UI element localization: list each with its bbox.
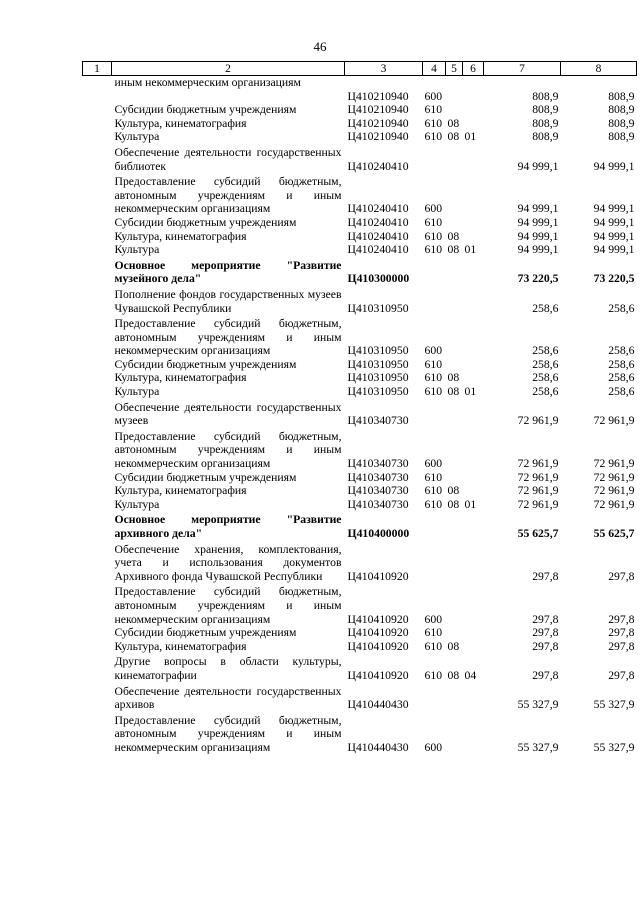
- expense-type-cell: [423, 683, 446, 712]
- expense-type-cell: 600: [424, 457, 443, 471]
- header-cell: 1: [83, 62, 112, 76]
- subsection-cell: [463, 683, 484, 712]
- amount-col7-cell: 808,9: [532, 116, 559, 130]
- subsection-cell: [463, 712, 484, 755]
- table-row: [83, 173, 637, 216]
- table-header-row: [83, 62, 637, 76]
- target-code-cell: Ц410340730: [347, 414, 409, 428]
- amount-col8-cell: 55 327,9: [593, 698, 635, 712]
- expense-type-cell: 610: [424, 484, 443, 498]
- target-code-cell: [345, 76, 423, 90]
- amount-col7-cell: 72 961,9: [517, 484, 559, 498]
- amount-col7-cell: 258,6: [532, 385, 559, 399]
- target-code-cell: Ц410240410: [347, 243, 409, 257]
- amount-col7-cell: 297,8: [532, 569, 559, 583]
- expense-type-cell: 610: [424, 229, 443, 243]
- table-row: [83, 511, 637, 540]
- table-row: [83, 385, 637, 399]
- target-code-cell: Ц410410920: [347, 668, 409, 682]
- row-number-cell: [83, 117, 112, 131]
- target-code-cell: Ц410210940: [347, 89, 409, 103]
- row-number-cell: [83, 653, 112, 682]
- item-name-cell: Субсидии бюджетным учреждениям: [114, 103, 297, 117]
- expense-type-cell: 610: [424, 130, 443, 144]
- row-number-cell: [83, 76, 112, 90]
- row-number-cell: [83, 173, 112, 216]
- row-number-cell: [83, 257, 112, 286]
- row-number-cell: [83, 130, 112, 144]
- header-cell: 6: [463, 62, 484, 76]
- section-cell: 08: [447, 484, 460, 498]
- table-row: [83, 257, 637, 286]
- amount-col7-cell: 94 999,1: [517, 229, 559, 243]
- table-row: [83, 428, 637, 471]
- table-row: [83, 371, 637, 385]
- target-code-cell: Ц410340730: [347, 457, 409, 471]
- amount-col8-cell: [561, 76, 637, 90]
- subsection-cell: 01: [464, 385, 477, 399]
- subsection-cell: [463, 315, 484, 358]
- amount-col8-cell: 72 961,9: [593, 497, 635, 511]
- section-cell: [446, 90, 463, 104]
- amount-col7-cell: 297,8: [532, 668, 559, 682]
- expense-type-cell: 610: [424, 470, 443, 484]
- table-row: [83, 541, 637, 584]
- item-name-cell: Предоставление субсидий бюджетным, автономным учреждениям и иным некоммерческим организациям: [114, 175, 342, 216]
- subsection-cell: [463, 257, 484, 286]
- table-row: [83, 626, 637, 640]
- item-name-cell: Субсидии бюджетным учреждениям: [114, 357, 297, 371]
- expense-type-cell: 600: [424, 740, 443, 754]
- expense-type-cell: [423, 144, 446, 173]
- row-number-cell: [83, 484, 112, 498]
- amount-col7-cell: 72 961,9: [517, 497, 559, 511]
- item-name-cell: Культура, кинематография: [114, 639, 247, 653]
- header-cell: 5: [446, 62, 463, 76]
- section-cell: 08: [447, 385, 460, 399]
- table-row: [83, 471, 637, 485]
- item-name-cell: [112, 90, 345, 104]
- expense-type-cell: 610: [424, 385, 443, 399]
- section-cell: [446, 257, 463, 286]
- section-cell: [446, 76, 463, 90]
- amount-col7-cell: 808,9: [532, 89, 559, 103]
- amount-col8-cell: 258,6: [608, 344, 635, 358]
- amount-col8-cell: 808,9: [608, 130, 635, 144]
- section-cell: [446, 626, 463, 640]
- amount-col8-cell: 55 625,7: [593, 527, 635, 540]
- item-name-cell: Предоставление субсидий бюджетным, автономным учреждениям и иным некоммерческим организациям: [114, 317, 342, 358]
- amount-col8-cell: 94 999,1: [593, 215, 635, 229]
- row-number-cell: [83, 399, 112, 428]
- target-code-cell: Ц410310950: [347, 301, 409, 315]
- section-cell: 08: [447, 116, 460, 130]
- amount-col8-cell: 258,6: [608, 385, 635, 399]
- expense-type-cell: [423, 399, 446, 428]
- item-name-cell: Субсидии бюджетным учреждениям: [114, 626, 297, 640]
- table-row: [83, 653, 637, 682]
- item-name-cell: Культура: [114, 130, 160, 144]
- section-cell: 08: [447, 371, 460, 385]
- amount-col7-cell: 297,8: [532, 612, 559, 626]
- amount-col8-cell: 297,8: [608, 569, 635, 583]
- subsection-cell: 04: [464, 668, 477, 682]
- item-name-cell: Культура, кинематография: [114, 371, 247, 385]
- subsection-cell: [463, 358, 484, 372]
- amount-col8-cell: 297,8: [608, 612, 635, 626]
- amount-col7-cell: 258,6: [532, 371, 559, 385]
- amount-col7-cell: [484, 76, 561, 90]
- target-code-cell: Ц410240410: [347, 159, 409, 173]
- amount-col7-cell: 94 999,1: [517, 215, 559, 229]
- subsection-cell: 01: [464, 130, 477, 144]
- target-code-cell: Ц410440430: [347, 740, 409, 754]
- subsection-cell: [463, 583, 484, 626]
- target-code-cell: Ц410210940: [347, 103, 409, 117]
- subsection-cell: 01: [464, 497, 477, 511]
- table-row: [83, 130, 637, 144]
- expense-type-cell: [423, 511, 446, 540]
- expense-type-cell: 610: [424, 639, 443, 653]
- section-cell: [446, 683, 463, 712]
- expense-type-cell: [423, 286, 446, 315]
- target-code-cell: Ц410240410: [347, 215, 409, 229]
- expense-type-cell: 610: [424, 103, 443, 117]
- section-cell: 08: [447, 668, 460, 682]
- subsection-cell: [463, 511, 484, 540]
- row-number-cell: [83, 358, 112, 372]
- header-cell: 7: [484, 62, 561, 76]
- expense-type-cell: 610: [424, 243, 443, 257]
- item-name-cell: Предоставление субсидий бюджетным, автономным учреждениям и иным некоммерческим организациям: [114, 713, 342, 754]
- table-row: [83, 230, 637, 244]
- amount-col8-cell: 808,9: [608, 116, 635, 130]
- section-cell: [446, 144, 463, 173]
- subsection-cell: [463, 230, 484, 244]
- amount-col8-cell: 297,8: [608, 668, 635, 682]
- section-cell: [446, 583, 463, 626]
- amount-col8-cell: 94 999,1: [593, 229, 635, 243]
- item-name-cell: Культура, кинематография: [114, 484, 247, 498]
- subsection-cell: [463, 216, 484, 230]
- target-code-cell: Ц410310950: [347, 371, 409, 385]
- target-code-cell: Ц410210940: [347, 130, 409, 144]
- row-number-cell: [83, 90, 112, 104]
- amount-col8-cell: 72 961,9: [593, 457, 635, 471]
- amount-col7-cell: 808,9: [532, 103, 559, 117]
- section-cell: [446, 511, 463, 540]
- subsection-cell: [463, 76, 484, 90]
- header-cell: 8: [561, 62, 637, 76]
- row-number-cell: [83, 626, 112, 640]
- subsection-cell: [463, 399, 484, 428]
- section-cell: [446, 428, 463, 471]
- section-cell: 08: [447, 497, 460, 511]
- row-number-cell: [83, 144, 112, 173]
- expense-type-cell: [423, 257, 446, 286]
- table-row: [83, 712, 637, 755]
- row-number-cell: [83, 428, 112, 471]
- target-code-cell: Ц410410920: [347, 569, 409, 583]
- target-code-cell: Ц410240410: [347, 229, 409, 243]
- item-name-cell: Обеспечение хранения, комплектования, учета и использования документов Архивного фонда Чувашской Республики: [114, 542, 342, 583]
- section-cell: [446, 216, 463, 230]
- table-row: [83, 76, 637, 90]
- subsection-cell: [463, 371, 484, 385]
- table-body: [83, 76, 637, 755]
- row-number-cell: [83, 712, 112, 755]
- expense-type-cell: [423, 541, 446, 584]
- amount-col8-cell: 94 999,1: [593, 159, 635, 173]
- page-number: 46: [313, 39, 327, 54]
- amount-col7-cell: 297,8: [532, 626, 559, 640]
- budget-table: [82, 61, 637, 755]
- row-number-cell: [83, 243, 112, 257]
- subsection-cell: [463, 541, 484, 584]
- amount-col7-cell: 94 999,1: [517, 243, 559, 257]
- item-name-cell: Предоставление субсидий бюджетным, автономным учреждениям и иным некоммерческим организациям: [114, 429, 342, 471]
- item-name-cell: иным некоммерческим организациям: [114, 76, 301, 89]
- target-code-cell: Ц410410920: [347, 639, 409, 653]
- amount-col8-cell: 94 999,1: [593, 243, 635, 257]
- section-cell: [446, 471, 463, 485]
- amount-col7-cell: 94 999,1: [517, 202, 559, 216]
- amount-col8-cell: 258,6: [608, 371, 635, 385]
- header-cell: 2: [112, 62, 345, 76]
- table-row: [83, 216, 637, 230]
- row-number-cell: [83, 583, 112, 626]
- row-number-cell: [83, 315, 112, 358]
- section-cell: [446, 712, 463, 755]
- item-name-cell: Предоставление субсидий бюджетным, автономным учреждениям и иным некоммерческим организациям: [114, 585, 342, 626]
- target-code-cell: Ц410340730: [347, 497, 409, 511]
- amount-col8-cell: 808,9: [608, 103, 635, 117]
- item-name-cell: Обеспечение деятельности государственных библиотек: [114, 145, 342, 173]
- amount-col8-cell: 258,6: [608, 301, 635, 315]
- subsection-cell: [463, 640, 484, 654]
- table-row: [83, 358, 637, 372]
- subsection-cell: [463, 626, 484, 640]
- table-row: [83, 484, 637, 498]
- expense-type-cell: [423, 76, 446, 90]
- amount-col8-cell: 297,8: [608, 639, 635, 653]
- target-code-cell: Ц410410920: [347, 612, 409, 626]
- target-code-cell: Ц410340730: [347, 484, 409, 498]
- expense-type-cell: 610: [424, 215, 443, 229]
- item-name-cell: Основное мероприятие "Развитие архивного дела": [114, 513, 342, 540]
- item-name-cell: Пополнение фондов государственных музеев Чувашской Республики: [114, 287, 342, 315]
- item-name-cell: Культура: [114, 385, 160, 399]
- item-name-cell: Культура, кинематография: [114, 116, 247, 130]
- expense-type-cell: 610: [424, 668, 443, 682]
- item-name-cell: Обеспечение деятельности государственных архивов: [114, 684, 342, 712]
- target-code-cell: Ц410210940: [347, 116, 409, 130]
- row-number-cell: [83, 103, 112, 117]
- row-number-cell: [83, 230, 112, 244]
- subsection-cell: [463, 144, 484, 173]
- amount-col8-cell: 72 961,9: [593, 470, 635, 484]
- expense-type-cell: 610: [424, 357, 443, 371]
- row-number-cell: [83, 498, 112, 512]
- item-name-cell: Основное мероприятие "Развитие музейного дела": [114, 258, 342, 286]
- target-code-cell: Ц410310950: [347, 357, 409, 371]
- row-number-cell: [83, 683, 112, 712]
- expense-type-cell: 600: [424, 202, 443, 216]
- amount-col7-cell: 258,6: [532, 344, 559, 358]
- item-name-cell: Субсидии бюджетным учреждениям: [114, 215, 297, 229]
- amount-col8-cell: 94 999,1: [593, 202, 635, 216]
- amount-col8-cell: 72 961,9: [593, 484, 635, 498]
- section-cell: 08: [447, 130, 460, 144]
- table-row: [83, 583, 637, 626]
- subsection-cell: [463, 428, 484, 471]
- target-code-cell: Ц410440430: [347, 698, 409, 712]
- section-cell: [446, 315, 463, 358]
- amount-col8-cell: 297,8: [608, 626, 635, 640]
- expense-type-cell: 600: [424, 612, 443, 626]
- subsection-cell: [463, 484, 484, 498]
- subsection-cell: [463, 103, 484, 117]
- section-cell: [446, 541, 463, 584]
- subsection-cell: 01: [464, 243, 477, 257]
- subsection-cell: [463, 286, 484, 315]
- item-name-cell: Культура: [114, 243, 160, 257]
- row-number-cell: [83, 541, 112, 584]
- item-name-cell: Культура: [114, 497, 160, 511]
- target-code-cell: Ц410300000: [347, 272, 410, 286]
- section-cell: 08: [447, 243, 460, 257]
- amount-col8-cell: 258,6: [608, 357, 635, 371]
- item-name-cell: Другие вопросы в области культуры, кинематографии: [114, 655, 342, 682]
- amount-col7-cell: 258,6: [532, 301, 559, 315]
- expense-type-cell: 610: [424, 116, 443, 130]
- target-code-cell: Ц410400000: [347, 527, 410, 540]
- section-cell: [446, 173, 463, 216]
- section-cell: 08: [447, 229, 460, 243]
- row-number-cell: [83, 511, 112, 540]
- table-row: [83, 399, 637, 428]
- amount-col7-cell: 55 327,9: [517, 698, 559, 712]
- header-cell: 4: [423, 62, 446, 76]
- amount-col7-cell: 808,9: [532, 130, 559, 144]
- item-name-cell: Культура, кинематография: [114, 229, 247, 243]
- item-name-cell: Субсидии бюджетным учреждениям: [114, 470, 297, 484]
- expense-type-cell: 600: [424, 344, 443, 358]
- amount-col7-cell: 72 961,9: [517, 470, 559, 484]
- target-code-cell: Ц410340730: [347, 470, 409, 484]
- target-code-cell: Ц410310950: [347, 385, 409, 399]
- row-number-cell: [83, 385, 112, 399]
- amount-col8-cell: 73 220,5: [593, 272, 635, 286]
- subsection-cell: [463, 117, 484, 131]
- amount-col7-cell: 72 961,9: [517, 414, 559, 428]
- table-row: [83, 683, 637, 712]
- table-row: [83, 103, 637, 117]
- section-cell: [446, 399, 463, 428]
- subsection-cell: [463, 90, 484, 104]
- amount-col7-cell: 55 625,7: [517, 527, 559, 540]
- subsection-cell: [463, 173, 484, 216]
- item-name-cell: Обеспечение деятельности государственных музеев: [114, 400, 342, 428]
- table-row: [83, 315, 637, 358]
- expense-type-cell: 610: [424, 371, 443, 385]
- amount-col8-cell: 55 327,9: [593, 740, 635, 754]
- table-row: [83, 498, 637, 512]
- row-number-cell: [83, 640, 112, 654]
- target-code-cell: Ц410240410: [347, 202, 409, 216]
- table-row: [83, 90, 637, 104]
- section-cell: [446, 358, 463, 372]
- subsection-cell: [463, 471, 484, 485]
- header-cell: 3: [345, 62, 423, 76]
- amount-col7-cell: 72 961,9: [517, 457, 559, 471]
- table-row: [83, 144, 637, 173]
- row-number-cell: [83, 471, 112, 485]
- table-row: [83, 640, 637, 654]
- section-cell: [446, 286, 463, 315]
- table-row: [83, 243, 637, 257]
- section-cell: [446, 103, 463, 117]
- amount-col7-cell: 258,6: [532, 357, 559, 371]
- amount-col7-cell: 297,8: [532, 639, 559, 653]
- row-number-cell: [83, 371, 112, 385]
- table-row: [83, 117, 637, 131]
- section-cell: 08: [447, 639, 460, 653]
- row-number-cell: [83, 286, 112, 315]
- expense-type-cell: 610: [424, 497, 443, 511]
- row-number-cell: [83, 216, 112, 230]
- target-code-cell: Ц410410920: [347, 626, 409, 640]
- amount-col7-cell: 73 220,5: [517, 272, 559, 286]
- amount-col8-cell: 808,9: [608, 89, 635, 103]
- amount-col7-cell: 94 999,1: [517, 159, 559, 173]
- expense-type-cell: 600: [424, 89, 443, 103]
- target-code-cell: Ц410310950: [347, 344, 409, 358]
- expense-type-cell: 610: [424, 626, 443, 640]
- amount-col8-cell: 72 961,9: [593, 414, 635, 428]
- table-row: [83, 286, 637, 315]
- amount-col7-cell: 55 327,9: [517, 740, 559, 754]
